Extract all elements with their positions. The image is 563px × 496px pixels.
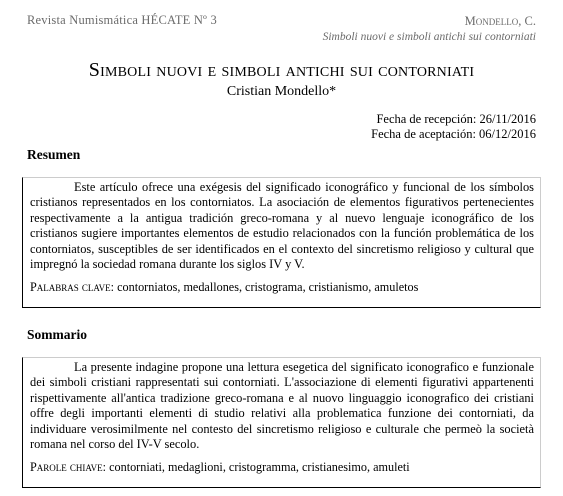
resumen-box xyxy=(22,177,541,308)
submission-dates xyxy=(371,112,536,142)
article-title: Simboli nuovi e simboli antichi sui contorniati xyxy=(88,59,475,81)
sommario-keywords-label: Parole chiave: xyxy=(30,460,107,475)
resumen-text: Este artículo ofrece una exégesis del significado iconográfico y funcional de los símbolos cristianos representados en los contorniatos. La asociación de elementos figurativos pertenecientes respectivamente a la antigua tradición greco-romana y al nuevo lenguaje iconográfico de los cristianos sugiere importantes elementos de estudio relacionados con la función problemática de los contorniatos, susceptibles de ser identificados en el contexto del sincretismo religioso y cultural que impregnó la sociedad romana durante los siglos IV y V. xyxy=(30,180,534,272)
resumen-heading: Resumen xyxy=(27,147,81,162)
sommario-box xyxy=(22,357,541,488)
resumen-keywords xyxy=(30,280,534,295)
received-date: Fecha de recepción: 26/11/2016 xyxy=(376,112,536,126)
accepted-date: Fecha de aceptación: 06/12/2016 xyxy=(371,127,536,141)
sommario-heading: Sommario xyxy=(27,327,87,342)
resumen-keywords-label: Palabras clave: xyxy=(30,280,115,295)
running-header xyxy=(323,13,536,45)
sommario-keywords xyxy=(30,460,534,475)
journal-name: Revista Numismática HÉCATE Nº 3 xyxy=(27,13,217,27)
running-title: Simboli nuovi e simboli antichi sui contorniati xyxy=(322,31,536,43)
sommario-keywords-list: contorniati, medaglioni, cristogramma, cristianesimo, amuleti xyxy=(106,460,410,475)
article-author: Cristian Mondello* xyxy=(226,84,337,99)
resumen-keywords-list: contorniatos, medallones, cristograma, cristianismo, amuletos xyxy=(114,280,419,295)
running-author: Mondello, C. xyxy=(464,14,536,28)
sommario-text: La presente indagine propone una lettura esegetica del significato iconografico e funzionale dei simboli cristiani rappresentati sui contorniati. L'associazione di elementi figurativi appartenenti rispettivamente all'antica tradizione greco-romana e al nuovo linguaggio iconografico dei cristiani offre degli importanti elementi di studio relativi alla problematica funzione dei contorniati, da individuare verosimilmente nel contesto del sincretismo religioso e culturale che permeò la società romana nel corso del IV-V secolo. xyxy=(30,360,534,452)
